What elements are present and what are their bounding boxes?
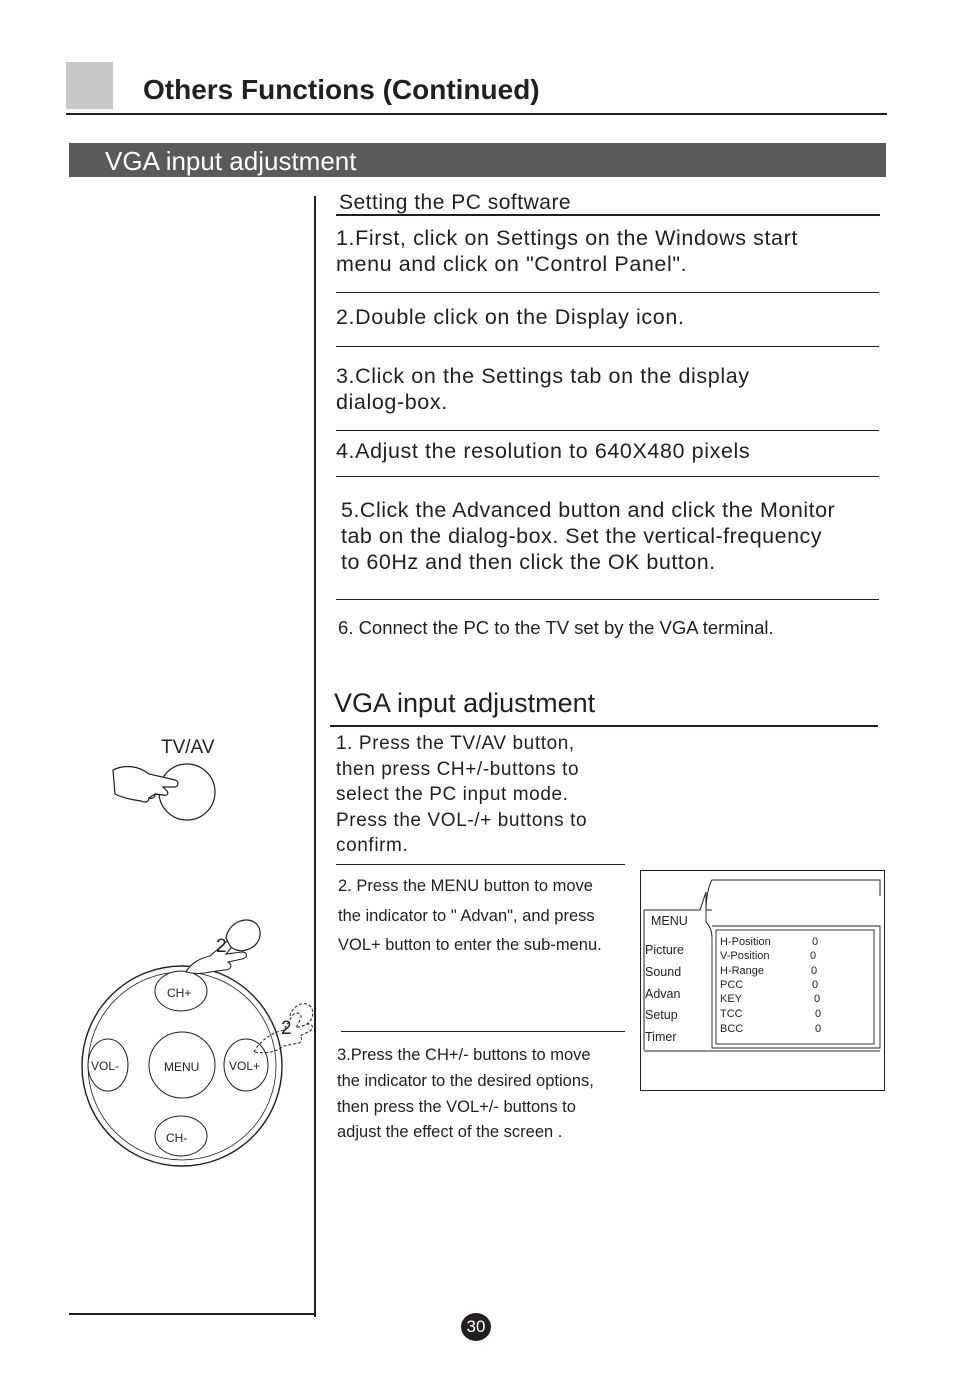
sub-menu-item-value: 0: [815, 1023, 822, 1035]
sub-menu-item-value: 0: [812, 936, 819, 948]
menu-tab-label: MENU: [651, 914, 688, 928]
sub-menu-item-label: H-Position: [720, 936, 771, 948]
menu-screen-frame: [640, 870, 885, 1091]
page-title: Others Functions (Continued): [143, 74, 540, 105]
bottom-rule: [69, 1313, 316, 1315]
sub-menu-item-value: 0: [815, 1008, 822, 1020]
step-divider: [336, 292, 879, 293]
pc-step-6: 6. Connect the PC to the TV set by the VGA terminal.: [338, 617, 774, 638]
page-number: 30: [461, 1313, 491, 1341]
sub-menu-item-value: 0: [810, 950, 817, 962]
pc-step-5: 5.Click the Advanced button and click the Monitor tab on the dialog-box. Set the vertical-frequency to 60Hz and then click the OK button.: [341, 498, 836, 574]
ch-plus-label: CH+: [167, 986, 192, 1000]
header-marker-square: [66, 62, 113, 109]
menu-item: Setup: [645, 1008, 678, 1022]
sub-menu-item-value: 0: [812, 979, 819, 991]
callout-number-1: 2: [216, 936, 227, 957]
tvav-button-illustration: [105, 758, 220, 826]
vga-step-3: 3.Press the CH+/- buttons to move the indicator to the desired options, then press the VOL+/- buttons to adjust the effect of the screen .: [337, 1046, 594, 1142]
menu-item: Sound: [645, 965, 682, 979]
step-divider: [336, 346, 879, 347]
vga-adjust-heading: VGA input adjustment: [334, 688, 596, 718]
pc-setup-heading: Setting the PC software: [339, 191, 572, 214]
sub-menu-item-label: BCC: [720, 1023, 744, 1035]
ch-minus-label: CH-: [166, 1131, 188, 1145]
pc-step-2: 2.Double click on the Display icon.: [336, 305, 685, 329]
menu-item: Advan: [645, 987, 681, 1001]
sub-menu-item-label: KEY: [720, 993, 743, 1005]
callout-number-2: 2: [281, 1018, 292, 1039]
sub-menu-item-label: TCC: [720, 1008, 743, 1020]
step-divider: [336, 430, 879, 431]
step-divider: [336, 599, 879, 600]
step-divider: [336, 864, 625, 865]
pc-step-1: 1.First, click on Settings on the Windows start menu and click on "Control Panel".: [336, 226, 798, 276]
menu-item: Picture: [645, 943, 684, 957]
vga-step-2: 2. Press the MENU button to move the indicator to " Advan", and press VOL+ button to enter the sub-menu.: [338, 877, 602, 954]
section-banner-title: VGA input adjustment: [105, 146, 357, 176]
sub-menu-item-value: 0: [811, 965, 818, 977]
vga-adjust-rule: [330, 725, 878, 727]
vol-plus-label: VOL+: [229, 1059, 261, 1073]
sub-menu-item-value: 0: [814, 993, 821, 1005]
title-rule: [66, 113, 887, 115]
vol-minus-label: VOL-: [91, 1059, 120, 1073]
remote-pad-illustration: [78, 912, 318, 1168]
pc-setup-rule: [336, 214, 880, 216]
sub-menu-item-label: H-Range: [720, 965, 765, 977]
vga-step-1: 1. Press the TV/AV button, then press CH+/-buttons to select the PC input mode. Press the VOL-/+ buttons to confirm.: [336, 733, 588, 857]
step-divider: [336, 476, 879, 477]
sub-menu-item-label: V-Position: [720, 950, 770, 962]
menu-label: MENU: [164, 1060, 200, 1074]
sub-menu-item-label: PCC: [720, 979, 744, 991]
menu-item: Timer: [645, 1030, 677, 1044]
pc-step-3: 3.Click on the Settings tab on the display dialog-box.: [336, 364, 750, 414]
step-divider: [341, 1031, 625, 1032]
tvav-label: TV/AV: [161, 737, 215, 758]
pc-step-4: 4.Adjust the resolution to 640X480 pixels: [336, 439, 751, 463]
callout-bubble: [226, 920, 260, 951]
